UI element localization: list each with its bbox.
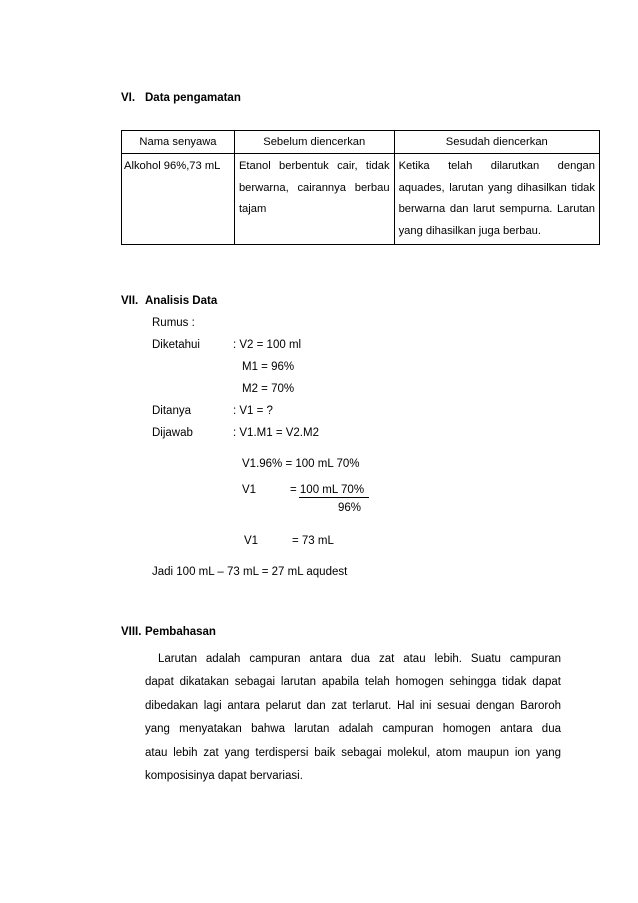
section-7-title: Analisis Data [145, 295, 218, 307]
paragraph-line: atau lebih zat yang terdispersi baik sebagai molekul, atom maupun ion yang [145, 746, 561, 759]
observation-table [121, 130, 600, 245]
paragraph-line: Larutan adalah campuran antara dua zat atau lebih. Suatu campuran [158, 653, 561, 665]
asked-value: : V1 = ? [233, 405, 273, 417]
table-header-before: Sebelum diencerkan [234, 131, 394, 154]
conclusion: Jadi 100 mL – 73 mL = 27 mL aqudest [152, 566, 348, 578]
paragraph-line: dapat dikatakan sebagai larutan apabila telah homogen sehingga tidak dapat [145, 676, 561, 689]
calc-step-2-left: V1 [242, 484, 257, 496]
formula-label: Rumus : [152, 317, 195, 329]
table-header-compound: Nama senyawa [122, 131, 235, 154]
answer-equation: : V1.M1 = V2.M2 [233, 427, 319, 439]
paragraph-line: dibedakan lagi antara pelarut dan zat terlarut. Hal ini sesuai dengan Baroroh [145, 699, 561, 712]
section-7-number: VII. [121, 295, 139, 307]
table-cell-before: Etanol berbentuk cair, tidak berwarna, cairannya berbau tajam [234, 154, 394, 245]
section-8-title: Pembahasan [145, 626, 216, 638]
answer-label: Dijawab [152, 427, 193, 439]
discussion-paragraph [145, 648, 561, 788]
table-header-after: Sesudah diencerkan [394, 131, 599, 154]
calc-step-1: V1.96% = 100 mL 70% [242, 458, 360, 470]
paragraph-line: komposisinya dapat bervariasi. [145, 770, 303, 783]
calc-step-3-result: = 73 mL [292, 535, 334, 547]
section-6-number: VI. [121, 92, 136, 104]
known-m1: M1 = 96% [242, 361, 295, 373]
table-row [122, 154, 600, 245]
section-6-title: Data pengamatan [145, 92, 241, 104]
calc-step-2-denominator: 96% [338, 502, 362, 514]
table-cell-compound: Alkohol 96%,73 mL [122, 154, 235, 245]
calc-step-3-left: V1 [244, 535, 259, 547]
section-8-number: VIII. [121, 626, 142, 638]
asked-label: Ditanya [152, 405, 191, 417]
paragraph-line: yang menyatakan bahwa larutan adalah campuran homogen antara dua [145, 723, 561, 736]
fraction-line [299, 497, 369, 498]
table-header-row [122, 131, 600, 154]
known-m2: M2 = 70% [242, 383, 295, 395]
table-cell-after: Ketika telah dilarutkan dengan aquades, larutan yang dihasilkan tidak berwarna dan larut sempurna. Larutan yang dihasilkan juga berbau. [394, 154, 599, 245]
known-label: Diketahui [152, 339, 200, 351]
known-v2: : V2 = 100 ml [233, 339, 302, 351]
calc-step-2-numerator: = 100 mL 70% [290, 484, 365, 496]
